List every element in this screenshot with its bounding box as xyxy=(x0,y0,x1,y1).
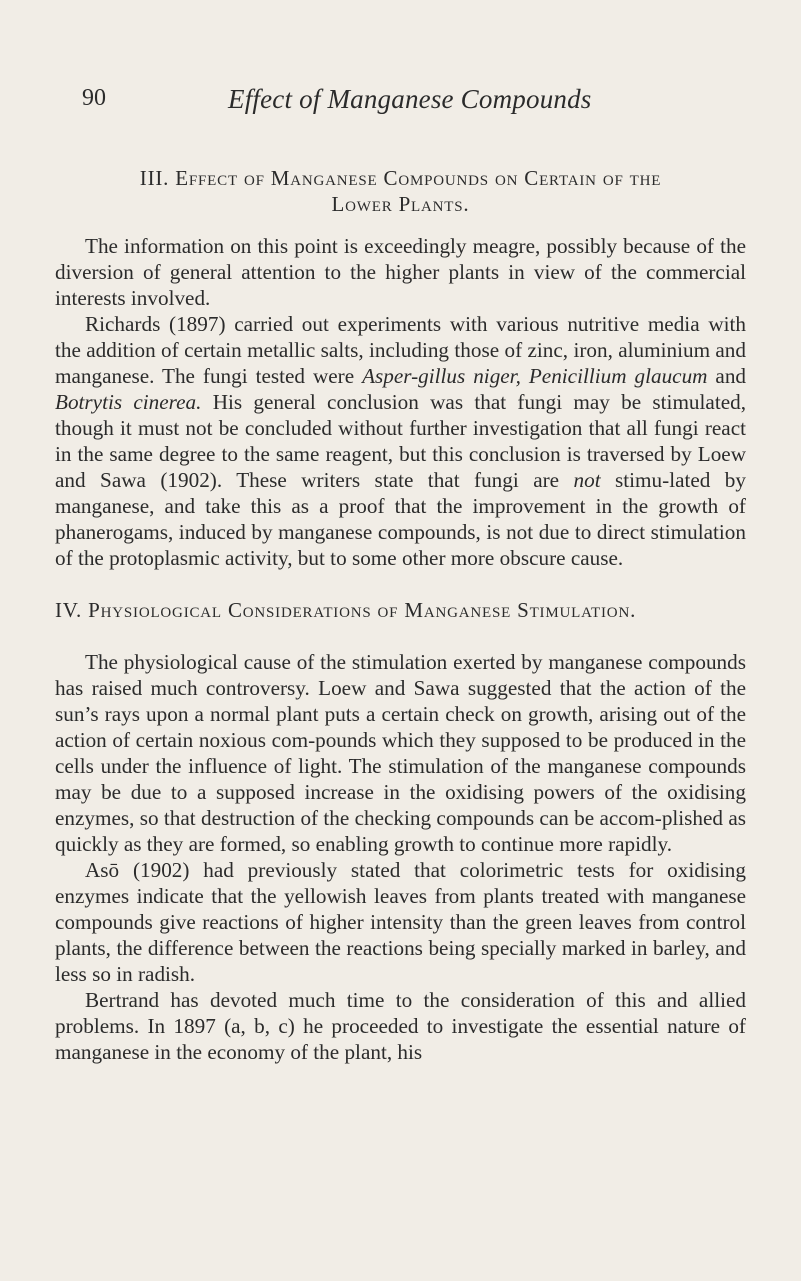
running-title: Effect of Manganese Compounds xyxy=(228,84,592,114)
emphasis-not: not xyxy=(573,468,601,492)
section-3-heading-line2: Lower Plants. xyxy=(331,192,470,216)
section-3-p2-and: and xyxy=(707,364,747,388)
species-botrytis: Botrytis cinerea. xyxy=(55,390,202,414)
section-4-paragraph-1: The physiological cause of the stimulation exerted by manganese compounds has raised much controversy. Loew and Sawa suggested that the action of the sun’s rays upon a normal plant puts a certain check on growth, arising out of the action of certain noxious com-pounds which they supposed to be produced in the cells under the influence of light. The stimulation of the manganese compounds may be due to a supposed increase in the oxidising powers of the oxidising enzymes, so that destruction of the checking compounds can be accom-plished as quickly as they are formed, so enabling growth to continue more rapidly. xyxy=(55,650,746,856)
page-number: 90 xyxy=(82,85,106,111)
section-3-paragraph-1: The information on this point is exceedingly meagre, possibly because of the diversion of general attention to the higher plants in view of the commercial interests involved. xyxy=(55,234,746,310)
section-3-p2-text-3: stimu-lated by manganese, and take this as a proof that the improvement in the growth of phanerogams, induced by manganese compounds, is not due to direct stimulation of the protoplasmic activity, but to some other more obscure cause. xyxy=(55,468,746,570)
section-3-heading-line1: III. Effect of Manganese Compounds on Certain of the xyxy=(139,166,662,190)
section-3-p2-text-2: His general conclusion was that fungi may be stimulated, though it must not be concluded without further investigation that all fungi react in the same degree to the same reagent, but this conclusion is traversed by Loew and Sawa (1902). These writers state that fungi are xyxy=(55,390,746,492)
section-3-p2-text-1: Richards (1897) carried out experiments with various nutritive media with the addition of certain metallic salts, including those of zinc, iron, aluminium and manganese. The fungi tested were xyxy=(55,312,746,388)
species-penicillium: Penicillium glaucum xyxy=(528,364,708,388)
page-body xyxy=(55,165,746,1065)
section-4-heading: IV. Physiological Considerations of Manganese Stimulation. xyxy=(55,598,637,622)
section-4-paragraph-3: Bertrand has devoted much time to the consideration of this and allied problems. In 1897 (a, b, c) he proceeded to investigate the essential nature of manganese in the economy of the plant, his xyxy=(55,988,746,1064)
species-aspergillus: Asper-gillus niger, xyxy=(362,364,521,388)
section-4-paragraph-2: Asō (1902) had previously stated that colorimetric tests for oxidising enzymes indicate that the yellowish leaves from plants treated with manganese compounds give reactions of higher intensity than the green leaves from control plants, the difference between the reactions being specially marked in barley, and less so in radish. xyxy=(55,858,746,986)
section-3-paragraph-2 xyxy=(55,311,746,571)
section-3-heading xyxy=(55,165,746,217)
